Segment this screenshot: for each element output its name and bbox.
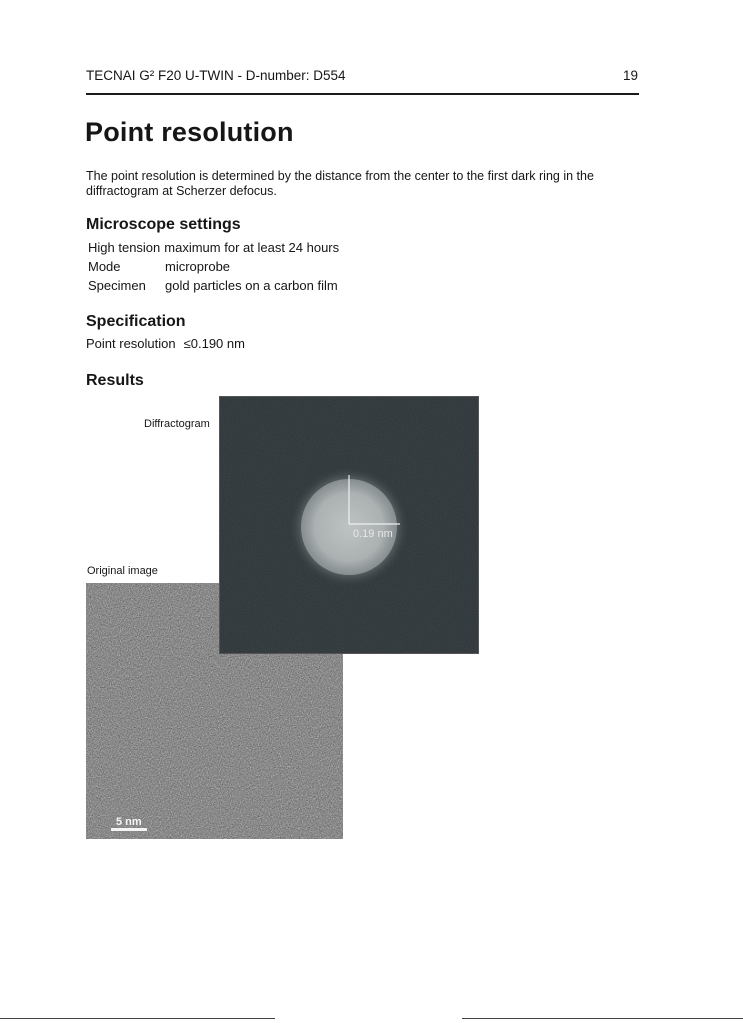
- scale-bar-label: 5 nm: [116, 816, 142, 828]
- specification-value: ≤0.190 nm: [183, 336, 245, 351]
- page-number: 19: [622, 68, 638, 83]
- results-heading: Results: [86, 372, 144, 389]
- bottom-edge-line: [0, 1018, 275, 1019]
- header-title: TECNAI G² F20 U-TWIN - D-number: D554: [86, 68, 346, 83]
- settings-row: [88, 240, 339, 259]
- specification-heading: Specification: [86, 313, 186, 330]
- intro-paragraph: The point resolution is determined by the distance from the center to the first dark ring in the diffractogram at Scherzer defocus.: [86, 169, 594, 198]
- settings-row: [88, 259, 339, 278]
- original-image-caption: Original image: [87, 565, 158, 577]
- specification-label: Point resolution: [86, 336, 176, 351]
- scale-bar: [111, 828, 147, 831]
- settings-heading: Microscope settings: [86, 216, 241, 233]
- settings-list: [88, 240, 339, 297]
- settings-value: gold particles on a carbon film: [165, 278, 338, 293]
- bottom-edge-line: [462, 1018, 743, 1019]
- settings-label: Mode: [88, 259, 121, 274]
- diffractogram-graphic: [220, 397, 478, 653]
- settings-value: maximum for at least 24 hours: [164, 240, 340, 255]
- page-header: [86, 68, 638, 83]
- specification-line: [86, 336, 245, 351]
- section-title: Point resolution: [85, 117, 294, 147]
- header-rule: [86, 93, 639, 95]
- settings-label: High tension: [88, 240, 161, 255]
- settings-row: [88, 278, 339, 297]
- settings-value: microprobe: [165, 259, 231, 274]
- diffractogram-caption: Diffractogram: [144, 418, 210, 430]
- ring-distance-label: 0.19 nm: [353, 528, 393, 540]
- settings-label: Specimen: [88, 278, 146, 293]
- diffractogram-image: [219, 396, 479, 654]
